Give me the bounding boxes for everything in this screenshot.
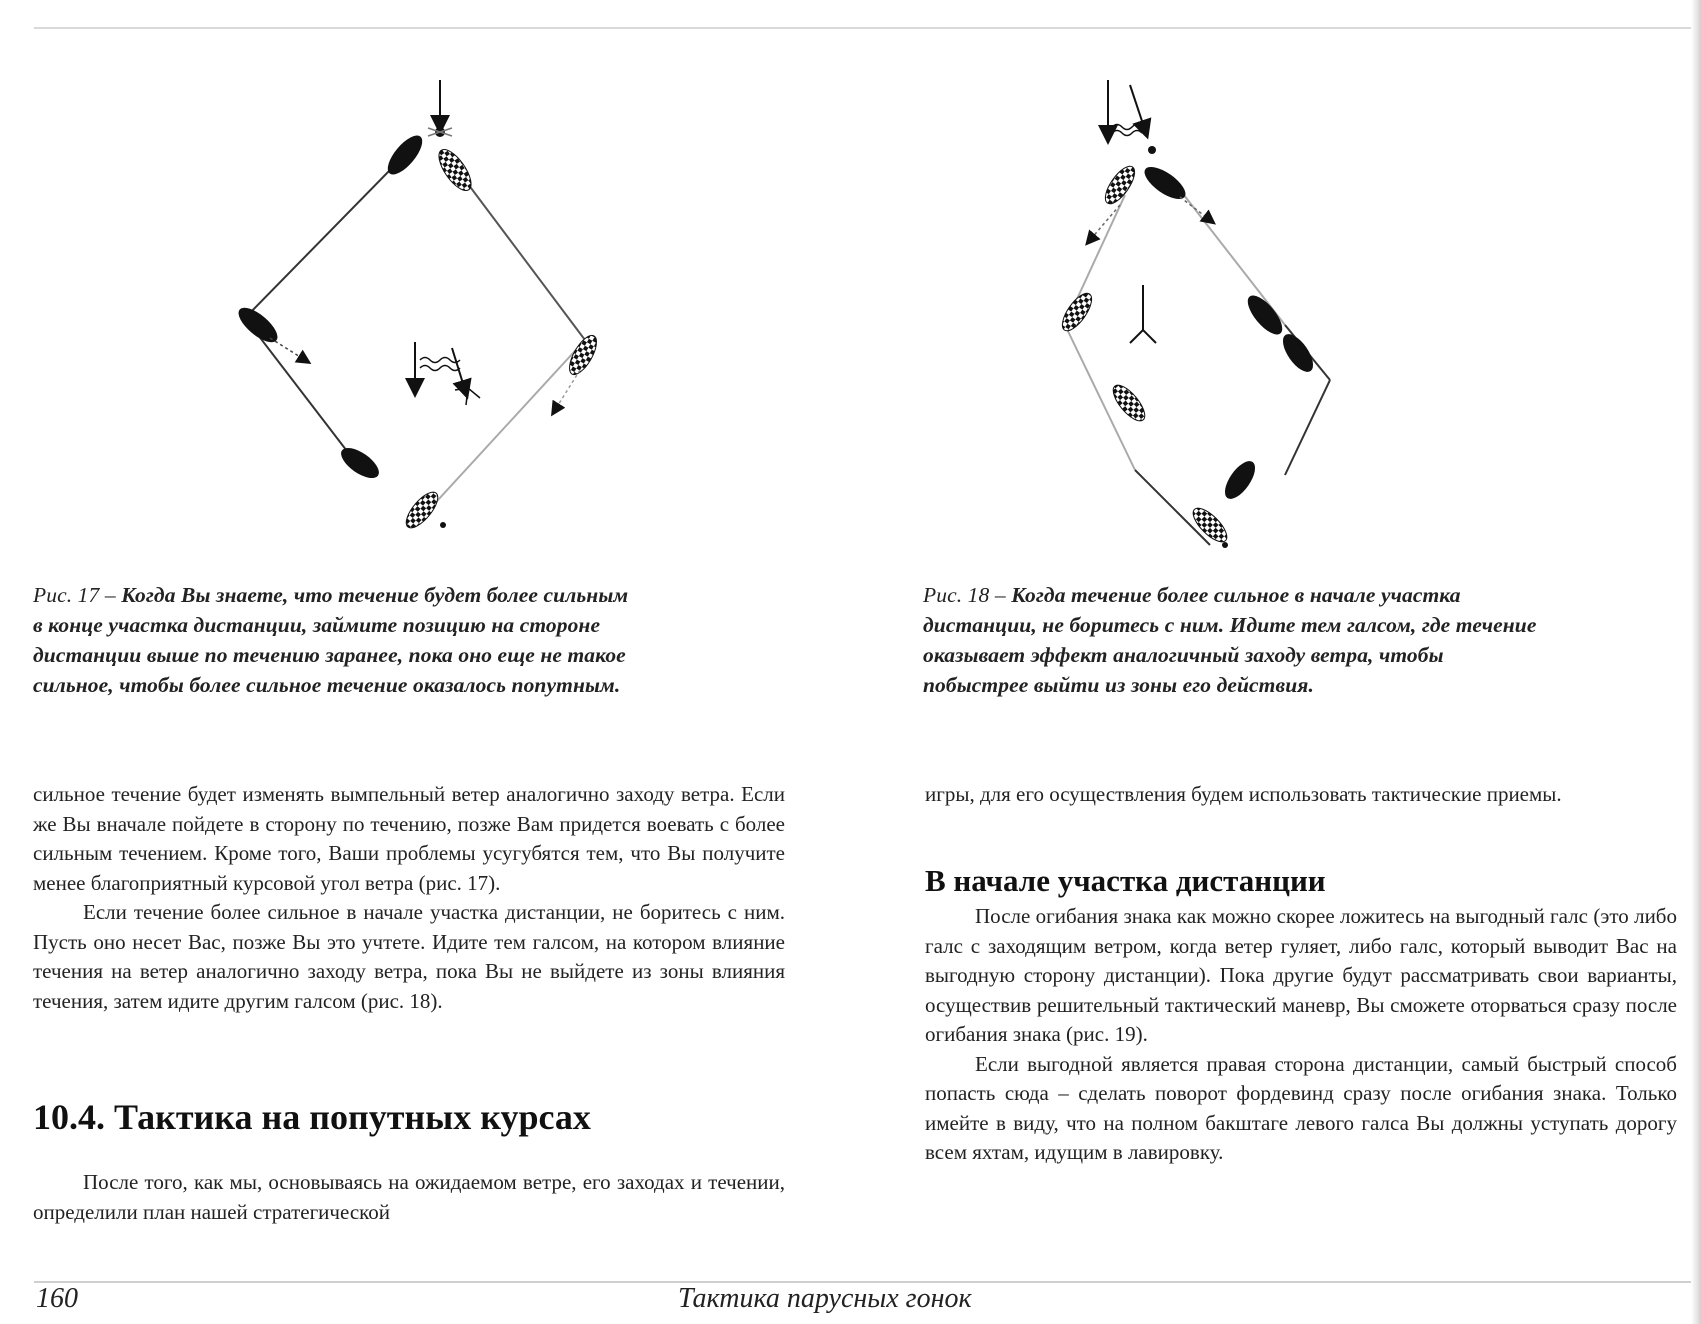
- boat-dark: [336, 442, 384, 484]
- figure-18-diagram: [1040, 75, 1460, 595]
- paragraph: сильное течение будет изменять вымпельный ветер аналогично заходу ветра. Если же Вы вначале пойдете в сторону по течению, позже Вам придется воевать с более сильным течением. Кроме того, Ваши проблемы усугубятся тем, что Вы получите менее благоприятный курсовой угол ветра (рис. 17).: [33, 782, 785, 895]
- top-rule: [34, 27, 1696, 29]
- paragraph: После огибания знака как можно скорее ложитесь на выгодный галс (это либо галс с заходящим ветром, когда ветер гуляет, либо галс, который выводит Вас на выгодную сторону дистанции). Пока другие будут рассматривать свои варианты, осуществив решительный тактический маневр, Вы сможете оторваться сразу после огибания знака (рис. 19).: [925, 904, 1677, 1046]
- left-column-text-bottom: [33, 1168, 785, 1227]
- right-column-text: [925, 780, 1677, 810]
- track-line: [465, 180, 585, 340]
- figure-17-caption: [33, 580, 753, 700]
- section-heading: 10.4. Тактика на попутных курсах: [33, 1097, 591, 1137]
- boat-dark: [382, 130, 428, 180]
- left-column-text: [33, 780, 785, 1016]
- figure-18-caption: [923, 580, 1663, 700]
- caption-line: дистанции выше по течению заранее, пока оно еще не такое: [33, 643, 626, 667]
- track-line: [245, 170, 390, 318]
- caption-line: сильное, чтобы более сильное течение оказалось попутным.: [33, 673, 621, 697]
- boat-checkered: [401, 487, 443, 532]
- caption-line: оказывает эффект аналогичный заходу ветра, чтобы: [923, 643, 1444, 667]
- caption-line: побыстрее выйти из зоны его действия.: [923, 673, 1314, 697]
- right-column-text-body: [925, 902, 1677, 1168]
- paragraph: После того, как мы, основываясь на ожидаемом ветре, его заходах и течении, определили план нашей стратегической: [33, 1170, 785, 1224]
- caption-line: дистанции, не боритесь с ним. Идите тем галсом, где течение: [923, 613, 1537, 637]
- caption-line: в конце участка дистанции, займите позицию на стороне: [33, 613, 601, 637]
- boat-checkered: [433, 145, 477, 196]
- subsection-heading: В начале участка дистанции: [925, 863, 1326, 898]
- caption-line: Когда Вы знаете, что течение будет более сильным: [121, 583, 629, 607]
- page-edge-shadow: [1691, 0, 1701, 1324]
- caption-label: Рис. 17 –: [33, 583, 122, 607]
- page-number: 160: [36, 1283, 78, 1314]
- figure-17-diagram: [200, 70, 660, 590]
- running-title: Тактика парусных гонок: [678, 1283, 972, 1314]
- paragraph: Если течение более сильное в начале участка дистанции, не боритесь с ним. Пусть оно несет Вас, позже Вы это учтете. Идите тем галсом, на котором влияние течения на ветер аналогично заходу ветра, пока Вы не выйдете из зоны влияния течения, затем идите другим галсом (рис. 18).: [33, 900, 785, 1013]
- paragraph: игры, для его осуществления будем использовать тактические приемы.: [925, 782, 1562, 806]
- paragraph: Если выгодной является правая сторона дистанции, самый быстрый способ попасть сюда – сделать поворот фордевинд сразу после огибания знака. Только имейте в виду, что на полном бакштаге левого галса Вы должны уступать дорогу всем яхтам, идущим в лавировку.: [925, 1051, 1677, 1164]
- caption-label: Рис. 18 –: [923, 583, 1012, 607]
- caption-line: Когда течение более сильное в начале участка: [1011, 583, 1461, 607]
